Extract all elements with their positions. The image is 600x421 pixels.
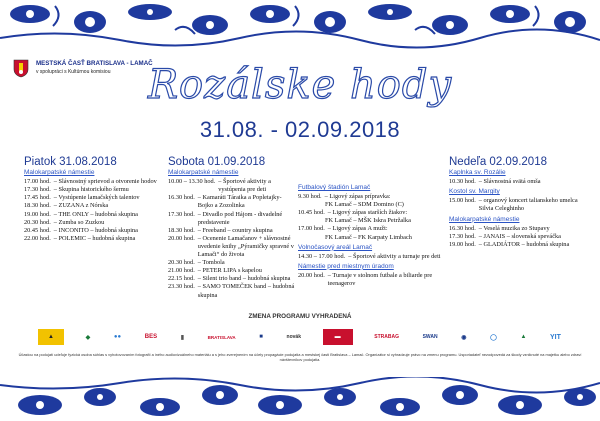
program-time: 10.45 hod. — [298, 209, 325, 217]
program-description: – PETER LIPA s kapelou — [197, 267, 262, 275]
program-description: – Skupina historického šermu — [53, 186, 129, 194]
program-description: – INCONITO – hudobná skupina — [53, 226, 138, 234]
program-time: 19.00 hod. — [24, 210, 51, 218]
program-item — [168, 267, 295, 275]
program-item — [24, 219, 174, 227]
program-time: 17.30 hod. — [168, 210, 195, 218]
program-time: 17.45 hod. — [24, 194, 51, 202]
sponsor-logo-icon: ▲ — [520, 334, 527, 340]
day-heading: Sobota 01.09.2018 — [168, 156, 266, 168]
organizer-name: MESTSKÁ ČASŤ BRATISLAVA - LAMAČ — [36, 60, 153, 67]
friday-column — [24, 158, 174, 243]
program-item — [24, 211, 174, 219]
program-time: 14.30 – 17.00 hod. — [298, 252, 346, 260]
program-time: 19.00 hod. — [449, 240, 476, 248]
program-time: 17.30 hod. — [24, 186, 51, 194]
program-item — [298, 234, 441, 242]
program-time: 10.30 hod. — [449, 178, 476, 186]
program-time: 9.30 hod. — [298, 193, 322, 201]
sponsor-logo-icon: ▬ — [323, 329, 353, 345]
sponsor-logo-icon: ▮ — [180, 334, 185, 341]
program-change-notice: ZMENA PROGRAMU VYHRADENÁ — [248, 313, 352, 320]
program-item — [298, 272, 441, 288]
program-description: – Zumba so Zuzkou — [53, 218, 105, 226]
organizer-subtitle: v spolupráci s Kultúrnou komisiou — [36, 69, 111, 75]
program-item — [24, 202, 174, 210]
program-description: – Turnaje v stolnom futbale a biliarde pre teenagerov — [327, 271, 433, 288]
program-item — [24, 227, 174, 235]
program-description: – Ligový zápas starších žiakov: — [327, 209, 408, 217]
footer-disclaimer: Účastou na podujatí udeľuje fyzická osoba súhlas s vyhotovovaním fotografií a iného audiovizuálneho materiálu a s jeho zverejnením na účely propagácie podujatia a mestskej časti Bratislava – Lamač. Organizátor si vyhradzuje právo na zmenu programu. Usporiadateľ nezodpovedá za škody vzniknuté na majetku alebo zdraví návštevníkov podujatia. — [18, 352, 582, 363]
venue-heading: Kaplnka sv. Rozálie — [449, 169, 506, 177]
program-time: 18.30 hod. — [168, 226, 195, 234]
bottom-ornament-band — [0, 377, 600, 421]
saturday-column — [168, 158, 295, 300]
sunday-column — [449, 158, 581, 249]
program-description: – Freeband – country skupina — [197, 226, 273, 234]
sponsor-logo-icon: ●● — [113, 334, 122, 340]
program-item — [168, 259, 295, 267]
page-title: Rozálske hody — [147, 62, 453, 108]
program-description: – Vystúpenie lamačských talentov — [53, 194, 140, 202]
venue-heading: Volnočasový areál Lamač — [298, 243, 373, 251]
program-time: 21.00 hod. — [168, 267, 195, 275]
program-time: 20.30 hod. — [24, 218, 51, 226]
program-description: – JANAIS – slovenská speváčka — [478, 232, 561, 240]
program-item — [168, 211, 295, 227]
sponsor-logo-swan: SWAN — [422, 334, 438, 340]
program-item — [449, 233, 581, 241]
program-time: 10.00 – 13.30 hod. — [168, 178, 216, 186]
venue-heading: Kostol sv. Margity — [449, 188, 500, 196]
program-description: – ZUZANA z Nórska — [53, 202, 109, 210]
program-time: 17.00 hod. — [24, 178, 51, 186]
program-description: – Tombola — [197, 259, 225, 267]
program-description: – Divadlo pod Hájom - divadelné predstavenie — [197, 210, 283, 226]
program-description: FK Lamač – FK Karpaty Limbach — [325, 233, 412, 241]
program-time: 18.30 hod. — [24, 202, 51, 210]
program-item — [449, 197, 581, 213]
program-time: 20.30 hod. — [168, 259, 195, 267]
event-dates: 31.08. - 02.09.2018 — [199, 117, 401, 142]
venue-heading: Malokarpatské námestie — [24, 169, 95, 177]
program-item — [298, 193, 441, 201]
sponsor-logo-icon: ◆ — [85, 334, 91, 341]
program-item — [168, 194, 295, 210]
program-description: – Športové aktivity a turnaje pre deti — [348, 252, 441, 260]
sponsor-logo-yit: YIT — [550, 333, 561, 341]
program-description: – Kamaráti Táraika a Popletajky- Bojko a Zozolinka — [197, 194, 282, 210]
day-heading: Piatok 31.08.2018 — [24, 156, 117, 168]
program-description: FK Lamač – SDM Domino (C) — [325, 201, 404, 209]
program-description: – Športové aktivity a vystúpenia pre deti — [218, 178, 271, 194]
sponsor-logo-icon: ▲ — [38, 329, 64, 345]
venue-heading: Námestie pred miestnym úradom — [298, 262, 394, 270]
sponsor-logo-bratislava: BRATISLAVA — [207, 334, 236, 340]
program-item — [298, 217, 441, 225]
venue-heading: Futbalový štadión Lamač — [298, 184, 371, 191]
program-time: 23.30 hod. — [168, 283, 195, 291]
sponsor-logo-novak: novák — [286, 334, 301, 340]
saturday-sport-column — [298, 182, 441, 288]
program-description: – SAMO TOMEČEK band – hudobná skupina — [197, 283, 295, 299]
sponsor-logo-icon: ◉ — [461, 334, 467, 341]
program-item — [168, 178, 295, 194]
program-item — [298, 201, 441, 209]
program-item — [298, 225, 441, 233]
program-description: – Ocenenie Lamačanov + slávnostné uvedenie knihy „Pýramičky spravné v Lamači“ do života — [197, 234, 294, 259]
program-description: – POLEMIC – hudobná skupina — [53, 234, 136, 242]
program-time: 17.30 hod. — [449, 232, 476, 240]
program-time: 16.30 hod. — [168, 194, 195, 202]
program-item — [168, 235, 295, 259]
program-time: 20.45 hod. — [24, 226, 51, 234]
program-description: – Ligový zápas A mužt: — [327, 225, 388, 233]
program-item — [24, 235, 174, 243]
program-item — [449, 241, 581, 249]
program-time: 17.00 hod. — [298, 225, 325, 233]
venue-heading: Malokarpatské námestie — [449, 215, 520, 223]
program-time: 15.00 hod. — [449, 197, 476, 205]
program-description: – Ligový zápas prípravka: — [324, 193, 391, 201]
program-item — [24, 194, 174, 202]
program-description: – THE ONLY – hudobná skupina — [53, 210, 138, 218]
sponsor-logo-bes: BES — [144, 334, 158, 340]
program-time: 20.00 hod. — [298, 271, 325, 279]
program-item — [449, 225, 581, 233]
program-description: – Silent trio band – hudobná skupina — [197, 275, 291, 283]
day-heading: Nedeľa 02.09.2018 — [449, 156, 547, 168]
program-item — [24, 178, 174, 186]
top-ornament-band — [0, 0, 600, 50]
program-item — [449, 178, 581, 186]
program-time: 20.00 hod. — [168, 234, 195, 242]
program-description: – Slávnostný sprievod a otvorenie hodov — [53, 178, 157, 186]
venue-heading: Malokarpatské námestie — [168, 169, 239, 177]
sponsor-logo-icon: ◯ — [490, 334, 497, 341]
program-description: – Veselá muzika zo Stupavy — [478, 224, 550, 232]
program-time: 22.00 hod. — [24, 234, 51, 242]
program-time: 22.15 hod. — [168, 275, 195, 283]
program-description: – Slávnostná svätá omša — [478, 178, 541, 186]
program-description: – GLADIÁTOR – hudobná skupina — [478, 240, 570, 248]
program-item — [24, 186, 174, 194]
program-item — [168, 283, 295, 299]
sponsor-logos — [38, 327, 563, 347]
sponsor-logo-icon: ■ — [259, 334, 263, 340]
program-item — [168, 227, 295, 235]
program-item — [298, 253, 441, 261]
program-time: 16.30 hod. — [449, 224, 476, 232]
program-description: – organový koncert talianskeho umelca Silvia Celeghinho — [478, 197, 578, 213]
program-description: FK Lamač – MŠK Iskra Petržalka — [325, 217, 411, 225]
sponsor-logo-strabag: STRABAG — [374, 334, 399, 340]
